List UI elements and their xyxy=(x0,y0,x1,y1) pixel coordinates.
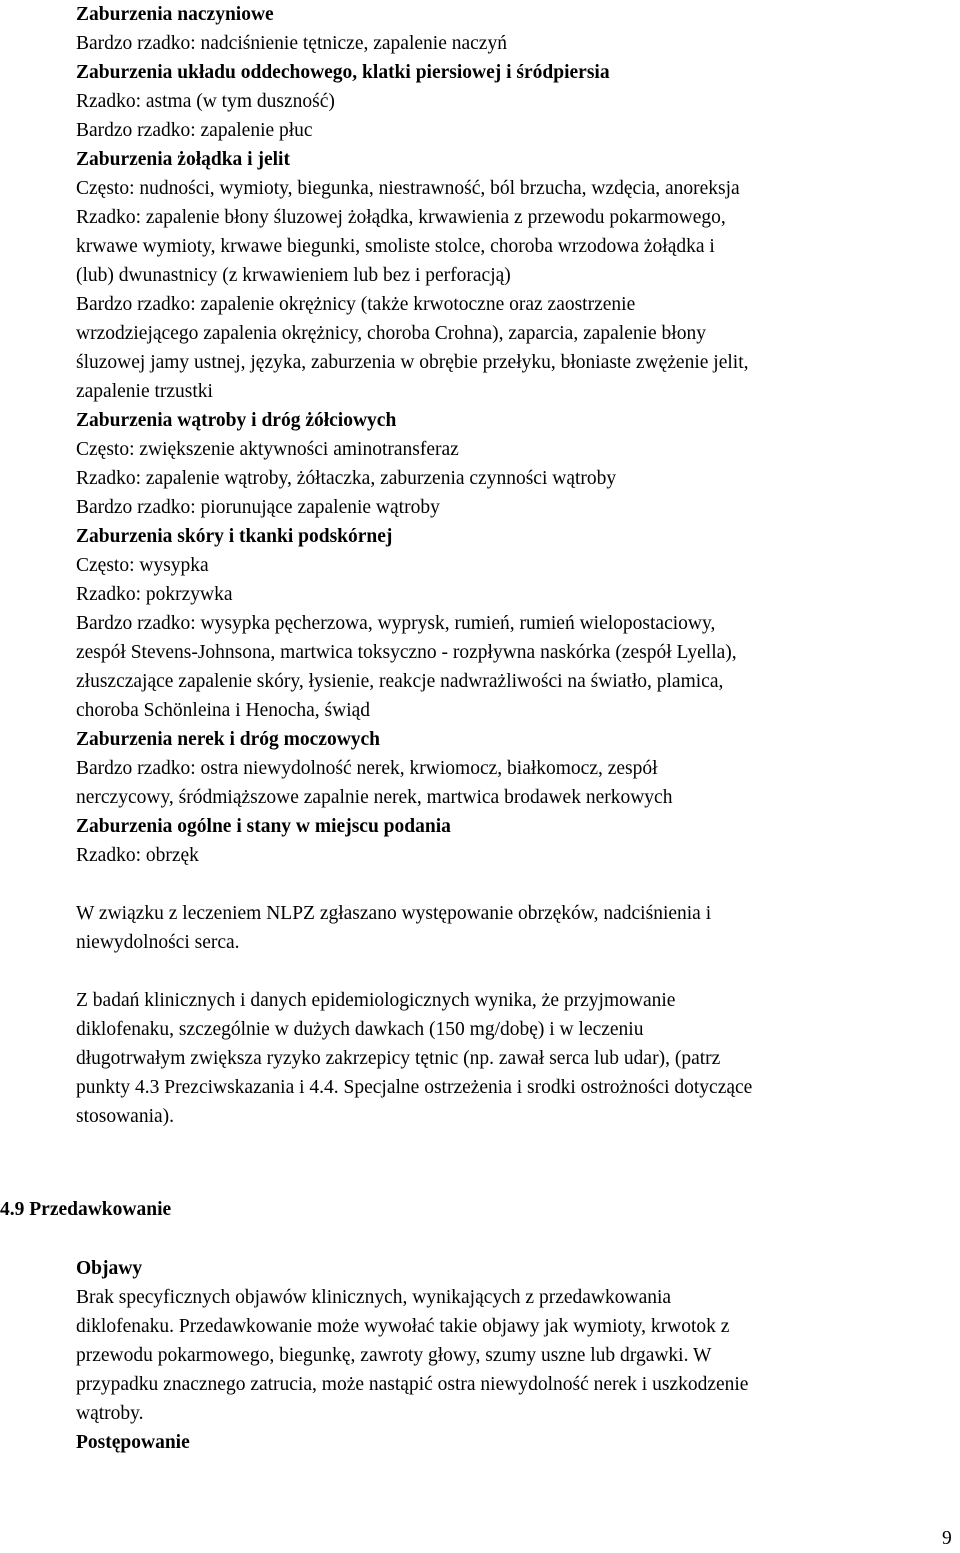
text-line: krwawe wymioty, krwawe biegunki, smoliste stolce, choroba wrzodowa żołądka i xyxy=(76,236,715,257)
page-number: 9 xyxy=(942,1528,952,1549)
text-line: Bardzo rzadko: ostra niewydolność nerek, krwiomocz, białkomocz, zespół xyxy=(76,758,658,779)
heading-management: Postępowanie xyxy=(76,1432,190,1453)
text-line: diklofenaku, szczególnie w dużych dawkach (150 mg/dobę) i w leczeniu xyxy=(76,1019,644,1040)
text-line: zespół Stevens-Johnsona, martwica toksyczno - rozpływna naskórka (zespół Lyella), xyxy=(76,642,737,663)
heading-hepatobiliary: Zaburzenia wątroby i dróg żółciowych xyxy=(76,410,397,431)
text-line: diklofenaku. Przedawkowanie może wywołać takie objawy jak wymioty, krwotok z xyxy=(76,1316,730,1337)
text-line: Rzadko: obrzęk xyxy=(76,845,199,866)
text-line: przypadku znacznego zatrucia, może nastąpić ostra niewydolność nerek i uszkodzenie xyxy=(76,1374,749,1395)
text-line: Często: nudności, wymioty, biegunka, niestrawność, ból brzucha, wzdęcia, anoreksja xyxy=(76,178,740,199)
heading-symptoms: Objawy xyxy=(76,1258,143,1279)
text-line: zapalenie trzustki xyxy=(76,381,213,402)
text-line: złuszczające zapalenie skóry, łysienie, reakcje nadwrażliwości na światło, plamica, xyxy=(76,671,724,692)
heading-general: Zaburzenia ogólne i stany w miejscu podania xyxy=(76,816,451,837)
text-line: Bardzo rzadko: nadciśnienie tętnicze, zapalenie naczyń xyxy=(76,33,507,54)
text-line: Bardzo rzadko: zapalenie okrężnicy (także krwotoczne oraz zaostrzenie xyxy=(76,294,636,315)
heading-renal: Zaburzenia nerek i dróg moczowych xyxy=(76,729,381,750)
text-line: Często: wysypka xyxy=(76,555,209,576)
text-line: Często: zwiększenie aktywności aminotransferaz xyxy=(76,439,459,460)
text-line: stosowania). xyxy=(76,1106,175,1127)
text-line: choroba Schönleina i Henocha, świąd xyxy=(76,700,371,721)
text-line: W związku z leczeniem NLPZ zgłaszano występowanie obrzęków, nadciśnienia i xyxy=(76,903,712,924)
paragraph-gap xyxy=(76,957,956,986)
text-line: długotrwałym zwiększa ryzyko zakrzepicy tętnic (np. zawał serca lub udar), (patrz xyxy=(76,1048,721,1069)
text-line: Bardzo rzadko: zapalenie płuc xyxy=(76,120,313,141)
text-line: Brak specyficznych objawów klinicznych, wynikających z przedawkowania xyxy=(76,1287,672,1308)
text-line: wątroby. xyxy=(76,1403,144,1424)
heading-respiratory: Zaburzenia układu oddechowego, klatki piersiowej i śródpiersia xyxy=(76,62,610,83)
document-page xyxy=(76,0,956,1131)
heading-vascular: Zaburzenia naczyniowe xyxy=(76,4,274,25)
text-line: Rzadko: pokrzywka xyxy=(76,584,233,605)
text-line: Rzadko: astma (w tym duszność) xyxy=(76,91,335,112)
text-line: przewodu pokarmowego, biegunkę, zawroty głowy, szumy uszne lub drgawki. W xyxy=(76,1345,712,1366)
text-line: Bardzo rzadko: wysypka pęcherzowa, wyprysk, rumień, rumień wielopostaciowy, xyxy=(76,613,716,634)
text-line: Rzadko: zapalenie wątroby, żółtaczka, zaburzenia czynności wątroby xyxy=(76,468,617,489)
overdose-section xyxy=(76,1254,956,1457)
heading-skin: Zaburzenia skóry i tkanki podskórnej xyxy=(76,526,393,547)
heading-gastrointestinal: Zaburzenia żołądka i jelit xyxy=(76,149,290,170)
text-line: Rzadko: zapalenie błony śluzowej żołądka, krwawienia z przewodu pokarmowego, xyxy=(76,207,726,228)
text-line: śluzowej jamy ustnej, języka, zaburzenia w obrębie przełyku, błoniaste zwężenie jelit, xyxy=(76,352,749,373)
text-line: nerczycowy, śródmiąższowe zapalnie nerek, martwica brodawek nerkowych xyxy=(76,787,673,808)
text-line: Z badań klinicznych i danych epidemiologicznych wynika, że przyjmowanie xyxy=(76,990,676,1011)
text-line: punkty 4.3 Prezciwskazania i 4.4. Specjalne ostrzeżenia i srodki ostrożności dotyczące xyxy=(76,1077,753,1098)
section-heading-overdose: 4.9 Przedawkowanie xyxy=(0,1199,172,1220)
text-line: (lub) dwunastnicy (z krwawieniem lub bez i perforacją) xyxy=(76,265,511,286)
text-line: niewydolności serca. xyxy=(76,932,240,953)
text-line: wrzodziejącego zapalenia okrężnicy, choroba Crohna), zaparcia, zapalenie błony xyxy=(76,323,706,344)
paragraph-gap xyxy=(76,870,956,899)
text-line: Bardzo rzadko: piorunujące zapalenie wątroby xyxy=(76,497,440,518)
